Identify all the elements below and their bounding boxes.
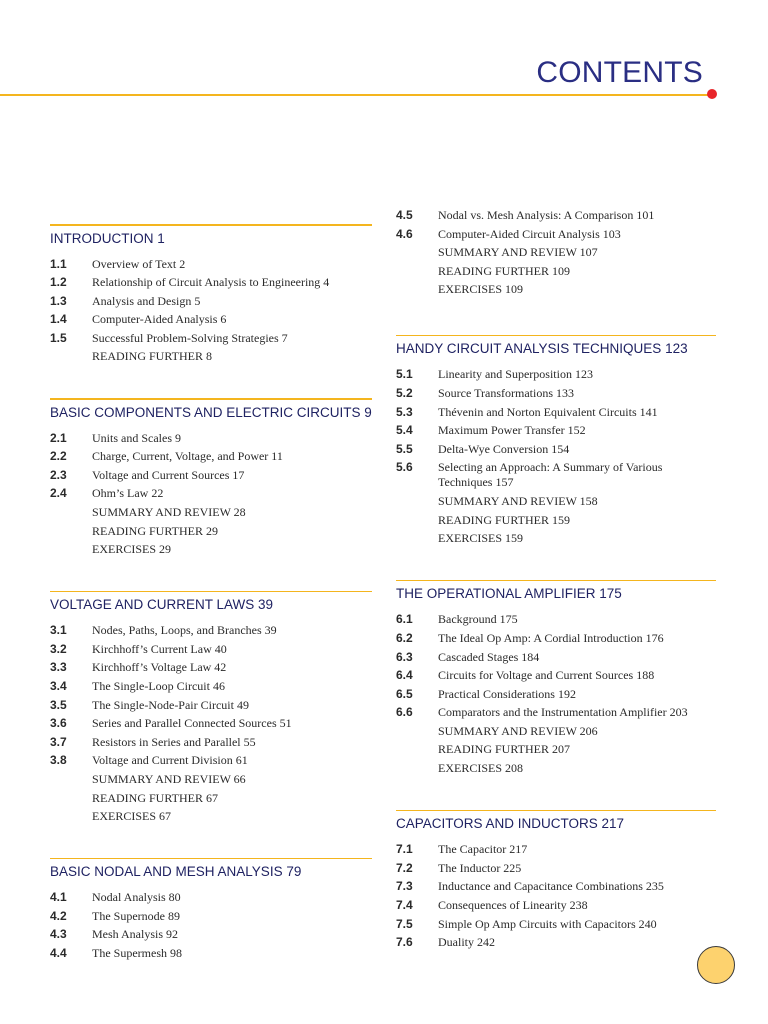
chapter-block	[50, 398, 372, 559]
section-number	[396, 759, 438, 778]
section-number: 1.1	[50, 256, 67, 271]
toc-entry[interactable]	[396, 529, 716, 548]
section-title: SUMMARY AND REVIEW 158	[438, 494, 598, 509]
toc-entry[interactable]	[50, 714, 372, 733]
section-number: 6.6	[396, 705, 413, 720]
section-number: 7.3	[396, 879, 413, 894]
section-number: 1.2	[50, 275, 67, 290]
chapter-title[interactable]: HANDY CIRCUIT ANALYSIS TECHNIQUES 123	[396, 341, 688, 357]
section-title: The Inductor 225	[438, 860, 522, 875]
toc-entry[interactable]	[396, 384, 716, 403]
toc-entry[interactable]	[50, 944, 372, 963]
section-number: 6.2	[396, 630, 413, 645]
section-title: Simple Op Amp Circuits with Capacitors 240	[438, 916, 657, 931]
toc-entry[interactable]	[396, 840, 716, 859]
section-title: READING FURTHER 109	[438, 263, 570, 278]
toc-entry[interactable]	[50, 540, 372, 559]
chapter-block	[50, 224, 372, 366]
section-number	[396, 492, 438, 511]
section-title: Ohm’s Law 22	[92, 486, 164, 501]
toc-entry[interactable]	[396, 896, 716, 915]
section-title: SUMMARY AND REVIEW 66	[92, 771, 246, 786]
chapter-block	[50, 591, 372, 826]
section-title: The Supermesh 98	[92, 946, 182, 961]
section-title: READING FURTHER 159	[438, 512, 570, 527]
toc-entry[interactable]	[50, 484, 372, 503]
section-number: 3.6	[50, 716, 67, 731]
section-title: Computer-Aided Analysis 6	[92, 312, 227, 327]
section-number: 5.1	[396, 367, 413, 382]
section-title: Successful Problem-Solving Strategies 7	[92, 330, 288, 345]
section-number	[396, 722, 438, 741]
section-number	[396, 280, 438, 299]
toc-entry[interactable]	[396, 280, 716, 299]
toc-entry[interactable]	[50, 329, 372, 348]
chapter-title[interactable]: BASIC COMPONENTS AND ELECTRIC CIRCUITS 9	[50, 404, 372, 420]
section-title: Voltage and Current Sources 17	[92, 467, 245, 482]
toc-entry[interactable]	[396, 511, 716, 530]
section-title: EXERCISES 67	[92, 809, 172, 824]
section-title: Series and Parallel Connected Sources 51	[92, 716, 292, 731]
toc-entry[interactable]	[396, 666, 716, 685]
section-title: The Capacitor 217	[438, 842, 528, 857]
section-number: 5.2	[396, 386, 413, 401]
toc-entry[interactable]	[396, 492, 716, 511]
toc-entry[interactable]	[396, 759, 716, 778]
section-title: Mesh Analysis 92	[92, 927, 179, 942]
section-title: Comparators and the Instrumentation Amplifier 203	[438, 705, 688, 720]
section-title: The Single-Node-Pair Circuit 49	[92, 697, 249, 712]
toc-entry[interactable]	[396, 206, 716, 225]
section-number: 5.6	[396, 460, 413, 475]
toc-entry[interactable]	[50, 310, 372, 329]
page-circle-ornament	[697, 946, 735, 984]
toc-entry[interactable]	[396, 648, 716, 667]
chapter-title[interactable]: VOLTAGE AND CURRENT LAWS 39	[50, 597, 274, 613]
section-title: The Single-Loop Circuit 46	[92, 679, 225, 693]
toc-entry[interactable]	[50, 640, 372, 659]
chapter-continuation	[396, 206, 716, 299]
toc-entry[interactable]	[396, 629, 716, 648]
section-number: 6.5	[396, 686, 413, 701]
section-number: 7.5	[396, 916, 413, 931]
section-number: 4.3	[50, 927, 67, 942]
toc-entry[interactable]	[396, 262, 716, 281]
chapter-block	[50, 858, 372, 963]
chapter-rule	[50, 398, 372, 400]
toc-entry[interactable]	[396, 877, 716, 896]
chapter-title[interactable]: BASIC NODAL AND MESH ANALYSIS 79	[50, 864, 302, 880]
section-number	[50, 789, 92, 808]
header-rule	[0, 94, 712, 96]
section-number: 3.5	[50, 697, 67, 712]
toc-entry[interactable]	[396, 703, 716, 722]
toc-entry[interactable]	[50, 621, 372, 640]
chapter-rule	[50, 224, 372, 226]
section-title: Voltage and Current Division 61	[92, 753, 248, 768]
section-number	[50, 540, 92, 559]
toc-entry[interactable]	[50, 466, 372, 485]
section-number: 3.7	[50, 734, 67, 749]
chapter-rule	[396, 335, 716, 337]
toc-entry[interactable]	[396, 225, 716, 244]
section-title: Nodes, Paths, Loops, and Branches 39	[92, 623, 277, 638]
toc-entry[interactable]	[50, 273, 372, 292]
section-title: Duality 242	[438, 935, 495, 950]
section-number	[396, 529, 438, 548]
section-title: The Supernode 89	[92, 908, 180, 923]
toc-entry[interactable]	[50, 925, 372, 944]
section-number: 2.2	[50, 449, 67, 464]
section-number: 3.2	[50, 641, 67, 656]
section-number: 4.4	[50, 946, 67, 961]
toc-entry[interactable]	[50, 429, 372, 448]
toc-entry[interactable]	[396, 243, 716, 262]
right-column	[396, 206, 716, 952]
section-title: READING FURTHER 8	[92, 349, 212, 364]
section-number: 7.2	[396, 860, 413, 875]
section-number	[396, 740, 438, 759]
section-number: 4.2	[50, 908, 67, 923]
section-title: Consequences of Linearity 238	[438, 897, 588, 912]
section-title: Circuits for Voltage and Current Sources 188	[438, 668, 655, 683]
chapter-rule	[50, 858, 372, 860]
section-number: 3.8	[50, 753, 67, 768]
toc-entry[interactable]	[50, 751, 372, 770]
toc-entry[interactable]	[50, 770, 372, 789]
chapter-rule	[50, 591, 372, 593]
section-number: 2.4	[50, 486, 67, 501]
section-title: Thévenin and Norton Equivalent Circuits 141	[438, 404, 658, 419]
left-column	[50, 224, 372, 963]
section-number: 4.5	[396, 208, 413, 222]
toc-entry[interactable]	[396, 610, 716, 629]
section-number: 7.4	[396, 897, 413, 912]
section-title: EXERCISES 208	[438, 761, 524, 776]
section-title: Linearity and Superposition 123	[438, 367, 593, 382]
toc-entry[interactable]	[396, 722, 716, 741]
chapter-rule	[396, 810, 716, 812]
section-number: 6.3	[396, 649, 413, 664]
section-number: 1.5	[50, 330, 67, 345]
toc-entry[interactable]	[50, 658, 372, 677]
section-title: SUMMARY AND REVIEW 28	[92, 504, 246, 519]
section-title: Nodal Analysis 80	[92, 890, 181, 905]
section-title: Background 175	[438, 612, 518, 627]
section-number	[50, 770, 92, 789]
section-number: 3.4	[50, 679, 67, 693]
toc-entry[interactable]	[50, 789, 372, 808]
section-number: 1.4	[50, 312, 67, 327]
chapter-block	[396, 335, 716, 548]
section-number: 6.4	[396, 668, 413, 683]
toc-entry[interactable]	[396, 458, 716, 492]
section-title: Maximum Power Transfer 152	[438, 423, 586, 438]
toc-entry[interactable]	[50, 696, 372, 715]
section-title: EXERCISES 159	[438, 531, 524, 546]
section-title: READING FURTHER 207	[438, 742, 570, 757]
section-number	[50, 522, 92, 541]
section-title: Charge, Current, Voltage, and Power 11	[92, 449, 283, 464]
section-number: 4.1	[50, 890, 67, 905]
section-title: Units and Scales 9	[92, 430, 181, 445]
section-number: 2.3	[50, 467, 67, 482]
section-number: 5.3	[396, 404, 413, 419]
chapter-rule	[396, 580, 716, 582]
section-number	[396, 243, 438, 262]
toc-entry[interactable]	[50, 255, 372, 274]
section-number: 4.6	[396, 226, 413, 241]
toc-entry[interactable]	[50, 292, 372, 311]
toc-entry[interactable]	[50, 503, 372, 522]
section-number: 2.1	[50, 430, 67, 445]
section-title: Overview of Text 2	[92, 256, 186, 271]
section-number: 3.3	[50, 660, 67, 675]
page-title: CONTENTS	[536, 56, 703, 89]
section-title: Resistors in Series and Parallel 55	[92, 734, 256, 749]
toc-entry[interactable]	[396, 440, 716, 459]
toc-entry[interactable]	[50, 347, 372, 366]
toc-entry[interactable]	[396, 365, 716, 384]
section-title: Selecting an Approach: A Summary of Various Techniques 157	[438, 460, 663, 490]
toc-entry[interactable]	[50, 888, 372, 907]
section-number: 1.3	[50, 293, 67, 308]
section-number	[396, 511, 438, 530]
section-title: Relationship of Circuit Analysis to Engineering 4	[92, 275, 330, 290]
toc-entry[interactable]	[396, 421, 716, 440]
section-title: EXERCISES 109	[438, 282, 524, 297]
section-title: Kirchhoff’s Voltage Law 42	[92, 660, 227, 675]
section-title: Source Transformations 133	[438, 386, 574, 401]
section-number	[50, 347, 92, 366]
toc-entry[interactable]	[396, 915, 716, 934]
section-number	[396, 262, 438, 281]
chapter-title[interactable]: CAPACITORS AND INDUCTORS 217	[396, 816, 625, 832]
section-title: Practical Considerations 192	[438, 686, 576, 701]
section-title: SUMMARY AND REVIEW 206	[438, 723, 598, 738]
section-title: Inductance and Capacitance Combinations 235	[438, 879, 664, 894]
toc-entry[interactable]	[396, 403, 716, 422]
section-title: Computer-Aided Circuit Analysis 103	[438, 226, 621, 241]
section-title: Cascaded Stages 184	[438, 649, 540, 664]
section-title: READING FURTHER 67	[92, 790, 218, 805]
red-dot-ornament	[707, 89, 717, 99]
section-title: EXERCISES 29	[92, 542, 172, 557]
toc-entry[interactable]	[396, 740, 716, 759]
toc-entry[interactable]	[50, 807, 372, 826]
chapter-block	[396, 810, 716, 952]
section-number: 7.1	[396, 842, 413, 857]
toc-entry[interactable]	[50, 447, 372, 466]
section-title: The Ideal Op Amp: A Cordial Introduction 176	[438, 630, 664, 645]
section-number: 7.6	[396, 935, 413, 950]
section-title: Delta-Wye Conversion 154	[438, 441, 570, 456]
section-number	[50, 807, 92, 826]
toc-entry[interactable]	[50, 733, 372, 752]
section-number: 5.5	[396, 441, 413, 456]
section-number: 5.4	[396, 423, 413, 438]
toc-entry[interactable]	[396, 859, 716, 878]
section-title: READING FURTHER 29	[92, 523, 218, 538]
section-number	[50, 503, 92, 522]
section-title: SUMMARY AND REVIEW 107	[438, 245, 598, 260]
chapter-title[interactable]: INTRODUCTION 1	[50, 230, 165, 246]
toc-entry[interactable]	[396, 685, 716, 704]
chapter-title[interactable]: THE OPERATIONAL AMPLIFIER 175	[396, 586, 622, 602]
section-title: Nodal vs. Mesh Analysis: A Comparison 101	[438, 208, 655, 222]
toc-entry[interactable]	[396, 933, 716, 952]
toc-entry[interactable]	[50, 677, 372, 696]
section-number: 3.1	[50, 623, 67, 638]
section-title: Analysis and Design 5	[92, 293, 201, 308]
toc-entry[interactable]	[50, 522, 372, 541]
section-title: Kirchhoff’s Current Law 40	[92, 641, 227, 656]
section-number: 6.1	[396, 612, 413, 627]
chapter-block	[396, 580, 716, 778]
toc-entry[interactable]	[50, 907, 372, 926]
